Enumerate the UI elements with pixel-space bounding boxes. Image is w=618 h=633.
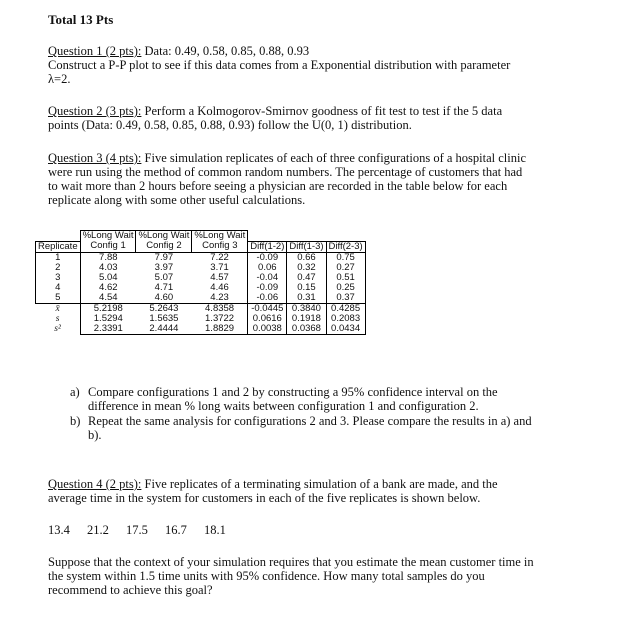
q4-text2: average time in the system for customers in each of the five replicates is shown below. xyxy=(48,491,481,505)
q1-line1 xyxy=(48,44,309,58)
table-cell: 1.8829 xyxy=(192,324,248,335)
stat-label: s² xyxy=(36,324,81,335)
table-cell: 3 xyxy=(36,273,81,283)
table-cell: 4.03 xyxy=(80,263,136,273)
table-cell: 0.0368 xyxy=(287,324,326,335)
q3-text4: replicate along with some other useful calculations. xyxy=(48,193,306,207)
table-cell: 1.5294 xyxy=(80,314,136,324)
table-header: %Long Wait xyxy=(80,231,136,242)
q4-value: 17.5 xyxy=(126,523,148,537)
q1-text1: Data: 0.49, 0.58, 0.85, 0.88, 0.93 xyxy=(141,44,310,58)
table-cell: 0.0434 xyxy=(326,324,365,335)
q4-text5: recommend to achieve this goal? xyxy=(48,583,213,597)
table-cell: -0.0445 xyxy=(248,303,287,314)
table-cell: -0.06 xyxy=(248,293,287,304)
table-cell: 5.2643 xyxy=(149,302,179,314)
q1-text3: λ=2. xyxy=(48,72,71,86)
table-cell: 4.60 xyxy=(136,293,192,304)
q3-text3: to wait more than 2 hours before seeing a physician are recorded in the table below for each xyxy=(48,179,508,193)
table-header: Config 3 xyxy=(192,241,248,252)
q3-b2: b). xyxy=(88,428,102,442)
q2-text1: Perform a Kolmogorov-Smirnov goodness of fit test to test if the 5 data xyxy=(141,104,503,118)
table-cell: 0.66 xyxy=(287,252,326,263)
table-cell: 4.8358 xyxy=(192,303,248,314)
q4-heading: Question 4 (2 pts): xyxy=(48,477,142,491)
q3-text1: Five simulation replicates of each of three configurations of a hospital clinic xyxy=(141,151,527,165)
q3-heading: Question 3 (4 pts): xyxy=(48,151,142,165)
q2-heading: Question 2 (3 pts): xyxy=(48,104,142,118)
table-cell: 0.25 xyxy=(326,283,365,293)
table-header: Config 1 xyxy=(80,241,136,252)
table-cell: 0.06 xyxy=(248,263,287,273)
q3-text2: were run using the method of common random numbers. The percentage of customers that had xyxy=(48,165,523,179)
table-cell: 1.3722 xyxy=(192,314,248,324)
table-row xyxy=(36,273,366,283)
table-header: Diff(1-3) xyxy=(287,241,326,252)
q4-value: 21.2 xyxy=(87,523,109,537)
q2-text2: points (Data: 0.49, 0.58, 0.85, 0.88, 0.93) follow the U(0, 1) distribution. xyxy=(48,118,412,132)
q4-value: 13.4 xyxy=(48,523,70,537)
stat-label: s xyxy=(36,314,81,324)
q3-line1 xyxy=(48,151,526,165)
q4-line1 xyxy=(48,477,498,491)
table-cell: 4 xyxy=(36,283,81,293)
table-cell: 4.62 xyxy=(80,283,136,293)
q4-text1: Five replicates of a terminating simulation of a bank are made, and the xyxy=(141,477,498,491)
table-header-top xyxy=(36,231,366,242)
table-cell: 1.5635 xyxy=(149,312,179,324)
data-table xyxy=(35,230,366,335)
q3-a2: difference in mean % long waits between configuration 1 and configuration 2. xyxy=(88,399,479,413)
q4-text4: the system within 1.5 time units with 95% confidence. How many total samples do you xyxy=(48,569,485,583)
table-header: Replicate xyxy=(36,241,81,252)
table-stat-row xyxy=(36,324,366,335)
table-row xyxy=(36,283,366,293)
q3-b-mark: b) xyxy=(70,414,81,428)
table-header: %Long Wait xyxy=(136,231,192,242)
table-cell: 0.0616 xyxy=(248,314,287,324)
q3-a1: Compare configurations 1 and 2 by constructing a 95% confidence interval on the xyxy=(88,385,498,399)
table-cell: -0.09 xyxy=(248,283,287,293)
table-cell: 4.23 xyxy=(192,293,248,304)
table-cell: 0.2083 xyxy=(326,314,365,324)
table-cell: 5 xyxy=(36,293,81,304)
q4-value: 16.7 xyxy=(165,523,187,537)
table-cell: 3.71 xyxy=(192,263,248,273)
table-cell: 2.4444 xyxy=(136,324,192,335)
table-row xyxy=(36,293,366,304)
table-cell: 0.27 xyxy=(326,263,365,273)
table-cell: 4.57 xyxy=(192,273,248,283)
table-cell: 5.07 xyxy=(154,271,174,283)
table-header: Diff(1-2) xyxy=(248,241,287,252)
table-cell: 7.97 xyxy=(154,251,174,263)
table-cell: 5.04 xyxy=(80,273,136,283)
q3-b1: Repeat the same analysis for configurations 2 and 3. Please compare the results in a) and xyxy=(88,414,532,428)
q2-line1 xyxy=(48,104,502,118)
q3-a-mark: a) xyxy=(70,385,80,399)
table-stat-row xyxy=(36,303,366,314)
table-cell: 3.97 xyxy=(154,261,174,273)
table-cell: 0.0038 xyxy=(248,324,287,335)
table-cell: 0.3840 xyxy=(287,303,326,314)
table-header-bottom xyxy=(36,241,366,252)
table-cell: 0.1918 xyxy=(287,314,326,324)
table-cell: 0.4285 xyxy=(326,303,365,314)
table-cell: 0.47 xyxy=(287,273,326,283)
table-cell: 0.37 xyxy=(326,293,365,304)
table-cell: 0.15 xyxy=(287,283,326,293)
q4-values xyxy=(48,523,240,537)
table-cell: 5.2198 xyxy=(80,303,136,314)
table-cell: 0.32 xyxy=(287,263,326,273)
page-title: Total 13 Pts xyxy=(48,12,114,27)
stat-label: x̄ xyxy=(36,303,81,314)
table-header: %Long Wait xyxy=(192,231,248,242)
q1-heading: Question 1 (2 pts): xyxy=(48,44,142,58)
table-cell: 2 xyxy=(36,263,81,273)
table-row xyxy=(36,252,366,263)
table-header: Diff(2-3) xyxy=(326,241,365,252)
table-cell: 4.54 xyxy=(80,293,136,304)
table-cell: -0.04 xyxy=(248,273,287,283)
table-cell: 2.3391 xyxy=(80,324,136,335)
table-cell: 7.22 xyxy=(192,252,248,263)
table-stat-row xyxy=(36,314,366,324)
table-row xyxy=(36,263,366,273)
table-cell: -0.09 xyxy=(248,252,287,263)
table-cell: 4.46 xyxy=(192,283,248,293)
table-body xyxy=(36,252,366,303)
table-cell: 7.88 xyxy=(80,252,136,263)
q1-text2: Construct a P-P plot to see if this data comes from a Exponential distribution with parameter xyxy=(48,58,511,72)
table-cell: 0.75 xyxy=(326,252,365,263)
table-cell: 1 xyxy=(36,252,81,263)
table-cell: 4.71 xyxy=(154,281,174,293)
table-cell: 0.31 xyxy=(287,293,326,304)
table-cell: 0.51 xyxy=(326,273,365,283)
q4-text3: Suppose that the context of your simulation requires that you estimate the mean customer time in xyxy=(48,555,534,569)
table-stats xyxy=(36,303,366,334)
table-header: Config 2 xyxy=(136,241,192,252)
q4-value: 18.1 xyxy=(204,523,226,537)
